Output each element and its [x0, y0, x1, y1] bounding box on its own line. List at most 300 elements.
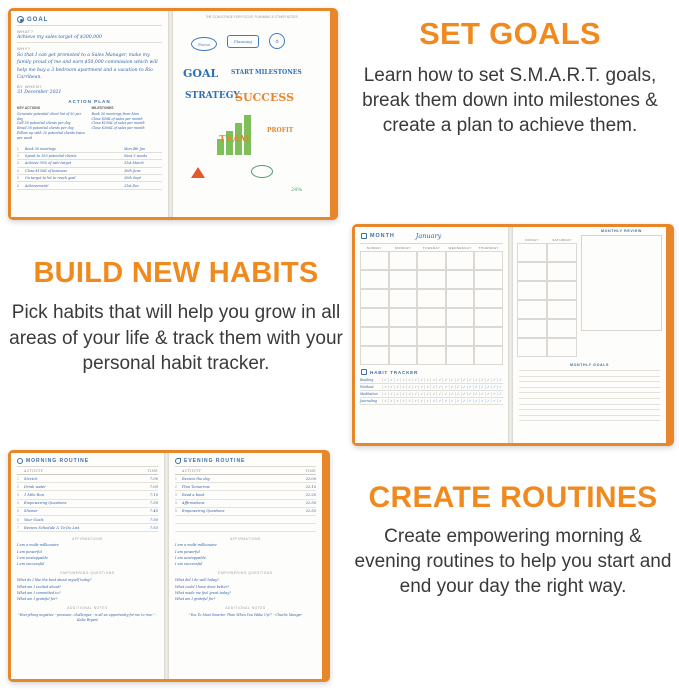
calendar-day-cell[interactable]: [389, 251, 418, 270]
divider: [17, 42, 162, 43]
build-habits-block: [8, 258, 344, 376]
calendar-day-cell[interactable]: [474, 270, 503, 289]
calendar-week-row: [517, 262, 577, 281]
col-number: [17, 469, 24, 473]
table-row: [175, 500, 316, 508]
habit-cell[interactable]: ✓: [400, 378, 406, 382]
goal-line[interactable]: [519, 370, 660, 371]
calendar-week-row: [360, 251, 503, 270]
calendar-day-cell[interactable]: [547, 338, 577, 357]
habit-name: Journaling: [360, 399, 377, 403]
monthly-goals-title: MONTHLY GOALS: [570, 363, 609, 367]
row-time: 7:55: [149, 525, 158, 530]
habit-cell[interactable]: ✓: [473, 399, 479, 403]
habit-cell[interactable]: ✓: [491, 385, 497, 389]
action-plan-title: ACTION PLAN: [68, 99, 111, 105]
habit-cell[interactable]: ✓: [479, 378, 485, 382]
table-row: [175, 475, 316, 483]
calendar-day-cell[interactable]: [417, 308, 446, 327]
doodle-bubble-focus: Focus: [191, 37, 217, 51]
month-value: January: [415, 232, 442, 240]
clock-icon: ⏱: [269, 33, 285, 49]
habit-cell[interactable]: ✓: [400, 385, 406, 389]
affirmation-item: I am a multi-millionaire: [175, 543, 217, 548]
row-task: On target to hit to reach goal: [25, 176, 76, 181]
habit-cell[interactable]: ✓: [412, 399, 418, 403]
affirmation-item: I am powerful: [175, 549, 200, 554]
table-row: [17, 182, 162, 189]
list-item: Call 50 potential clients per day: [17, 121, 71, 126]
habit-cell[interactable]: ✓: [406, 399, 412, 403]
habit-cell[interactable]: ✓: [442, 378, 448, 382]
calendar-day-cell[interactable]: [446, 289, 475, 308]
calendar-day-cell[interactable]: [474, 289, 503, 308]
calendar-day-cell[interactable]: [360, 251, 389, 270]
habit-cell[interactable]: ✓: [430, 385, 436, 389]
habit-cell[interactable]: ✓: [394, 399, 400, 403]
table-row: [17, 168, 162, 175]
habit-cells: [382, 399, 503, 403]
calendar-week-row: [360, 308, 503, 327]
table-row: [17, 491, 158, 499]
row-number: 2: [17, 484, 19, 489]
habit-cell[interactable]: ✓: [473, 385, 479, 389]
table-row: [17, 516, 158, 524]
calendar-day-cell[interactable]: [360, 346, 389, 365]
habit-cell[interactable]: ✓: [406, 392, 412, 396]
habit-cell[interactable]: ✓: [455, 378, 461, 382]
create-routines-headline: CREATE ROUTINES: [368, 481, 658, 514]
monthly-review-title: MONTHLY REVIEW: [601, 229, 642, 233]
habit-cell[interactable]: ✓: [479, 385, 485, 389]
habit-cell[interactable]: ✓: [406, 385, 412, 389]
question-item: What made me feel great today?: [175, 590, 231, 595]
set-goals-headline: SET GOALS: [419, 16, 601, 51]
row-number: 1: [17, 146, 19, 151]
row-time: 7:40: [149, 509, 158, 514]
morning-routine-page: [11, 453, 164, 679]
evening-routine-page: [169, 453, 322, 679]
calendar-day-cell[interactable]: [417, 346, 446, 365]
milestones-column: [92, 106, 163, 140]
goal-line[interactable]: [519, 381, 660, 382]
row-activity: Stretch: [24, 476, 38, 481]
build-habits-body: Pick habits that will help you grow in all areas of your life & track them with your personal habit tracker.: [9, 302, 343, 374]
row-number: 3: [17, 161, 19, 166]
evening-notes-title: ADDITIONAL NOTES: [225, 606, 266, 611]
affirmation-item: I am successful: [175, 562, 203, 567]
row-task: Speak to 150 potential clients: [25, 154, 77, 159]
calendar-day-cell[interactable]: [446, 270, 475, 289]
row-time: 7:10: [149, 492, 158, 497]
habit-cell[interactable]: ✓: [491, 392, 497, 396]
habit-cell[interactable]: ✓: [467, 392, 473, 396]
row-task: Close $150K of business: [25, 168, 68, 173]
row-number: 5: [17, 176, 19, 181]
doodle-percent: 24%: [291, 187, 303, 193]
calendar-day-cell[interactable]: [446, 308, 475, 327]
what-label: WHAT?: [17, 29, 34, 34]
list-item: Close $300K of sales per month: [91, 126, 145, 131]
habit-cell[interactable]: ✓: [436, 378, 442, 382]
calendar-day-cell[interactable]: [547, 300, 577, 319]
calendar-day-cell[interactable]: [389, 327, 418, 346]
habit-cell[interactable]: ✓: [485, 378, 491, 382]
doodle-word-start: START: [231, 69, 254, 76]
calendar-day-cell[interactable]: [360, 270, 389, 289]
habit-cell[interactable]: ✓: [455, 392, 461, 396]
calendar-day-cell[interactable]: [360, 308, 389, 327]
row-due: Next 3 weeks: [124, 154, 148, 159]
habit-cell[interactable]: ✓: [442, 399, 448, 403]
habit-tracker-title: HABIT TRACKER: [370, 369, 419, 375]
habit-cell[interactable]: ✓: [473, 392, 479, 396]
weekday-label: SATURDAY: [552, 238, 572, 242]
doodle-bubble-idea: [251, 165, 273, 178]
habit-cells: [382, 392, 503, 396]
calendar-day-cell[interactable]: [517, 319, 547, 338]
habit-cell[interactable]: ✓: [430, 392, 436, 396]
target-icon: [17, 16, 24, 23]
divider: [17, 466, 158, 467]
habit-cell[interactable]: ✓: [485, 392, 491, 396]
divider: [175, 466, 316, 467]
doodle-word-team: TEAM: [219, 135, 250, 145]
weekday-label: TUESDAY: [422, 246, 441, 250]
sun-icon: [17, 458, 23, 464]
evening-affirmations-title: AFFIRMATIONS: [230, 537, 261, 542]
habit-cell[interactable]: ✓: [436, 392, 442, 396]
evening-questions: [175, 578, 316, 601]
question-item: What do I like the best about myself today?: [17, 578, 92, 583]
habit-cell[interactable]: ✓: [424, 399, 430, 403]
habit-cell[interactable]: ✓: [394, 392, 400, 396]
habit-cell[interactable]: ✓: [430, 378, 436, 382]
morning-routine-title: MORNING ROUTINE: [26, 458, 90, 464]
table-row: [17, 524, 158, 532]
calendar-day-cell[interactable]: [389, 308, 418, 327]
month-page-left: [355, 227, 508, 443]
table-row: [17, 475, 158, 483]
calendar-week-row: [517, 300, 577, 319]
row-time: 7:30: [149, 501, 158, 506]
habit-cell[interactable]: ✓: [442, 392, 448, 396]
row-due: Mon 4th Jan: [124, 146, 146, 151]
key-actions-column: [17, 106, 88, 140]
row-due: 30th Sept: [124, 176, 141, 181]
col-activity: ACTIVITY: [182, 469, 202, 473]
habit-cell[interactable]: ✓: [388, 392, 394, 396]
row-number: 2: [17, 154, 19, 159]
monthly-goals-panel: [513, 363, 666, 421]
habit-cell[interactable]: ✓: [473, 378, 479, 382]
table-row: [360, 384, 503, 391]
habit-cell[interactable]: ✓: [461, 399, 467, 403]
row-number: 7: [17, 525, 19, 530]
calendar-week-row: [517, 338, 577, 357]
calendar-day-cell[interactable]: [547, 281, 577, 300]
row-activity: Plan Tomorrow: [182, 484, 210, 489]
why-label: WHY?: [17, 46, 31, 51]
habit-cell[interactable]: ✓: [467, 378, 473, 382]
calendar-day-cell[interactable]: [517, 243, 547, 262]
calendar-day-cell[interactable]: [360, 327, 389, 346]
habit-cell[interactable]: ✓: [382, 385, 388, 389]
calendar-day-cell[interactable]: [474, 346, 503, 365]
habit-cell[interactable]: ✓: [497, 385, 503, 389]
habit-cell[interactable]: ✓: [491, 378, 497, 382]
row-time: 22:20: [305, 492, 316, 497]
habit-cell[interactable]: ✓: [479, 399, 485, 403]
row-number: 2: [175, 484, 177, 489]
row-time: 22:55: [305, 509, 316, 514]
calendar-day-cell[interactable]: [417, 251, 446, 270]
goal-line[interactable]: [519, 398, 660, 399]
row-activity: 1 Mile Run: [24, 492, 45, 497]
affirmation-item: I am a multi-millionaire: [17, 543, 59, 548]
calendar-day-cell[interactable]: [547, 262, 577, 281]
habit-cell[interactable]: ✓: [461, 378, 467, 382]
calendar-day-cell[interactable]: [547, 319, 577, 338]
calendar-week-row: [360, 346, 503, 365]
list-item: Email 50 potential clients per day: [17, 126, 74, 131]
monthly-review-panel: [577, 227, 666, 357]
habit-tracker-header: [355, 365, 508, 377]
evening-affirmations: [175, 543, 316, 566]
doodle-bubble-planning: Planning: [227, 35, 259, 48]
habit-cell[interactable]: ✓: [418, 385, 424, 389]
weekday-label: WEDNESDAY: [448, 246, 472, 250]
what-value: Achieve my sales target of $300,000: [17, 35, 102, 40]
table-row[interactable]: [175, 516, 316, 524]
goal-line[interactable]: [519, 387, 660, 388]
row-activity: Drink water: [24, 484, 46, 489]
morning-routine-header: [11, 453, 164, 466]
habit-cell[interactable]: ✓: [491, 399, 497, 403]
table-row: [17, 508, 158, 516]
habit-cell[interactable]: ✓: [406, 378, 412, 382]
monthly-goals-lines[interactable]: [519, 370, 660, 421]
month-grid-right: [513, 227, 577, 357]
calendar-day-cell[interactable]: [360, 289, 389, 308]
calendar-week-row: [360, 289, 503, 308]
calendar-day-cell[interactable]: [446, 251, 475, 270]
weekday-label: FRIDAY: [525, 238, 539, 242]
calendar-day-cell[interactable]: [517, 300, 547, 319]
habit-cell[interactable]: ✓: [400, 399, 406, 403]
table-row: [175, 491, 316, 499]
month-header: [355, 227, 508, 243]
calendar-day-cell[interactable]: [474, 308, 503, 327]
habit-cell[interactable]: ✓: [461, 392, 467, 396]
habit-cell[interactable]: ✓: [449, 399, 455, 403]
doodle-caption: THE GOALS PAGE FOR FOCUS, PLANNING & OTHER NOTES: [205, 15, 298, 19]
habit-cell[interactable]: ✓: [418, 378, 424, 382]
calendar-day-cell[interactable]: [547, 243, 577, 262]
habit-cell[interactable]: ✓: [412, 385, 418, 389]
calendar-day-cell[interactable]: [517, 281, 547, 300]
habit-cell[interactable]: ✓: [442, 385, 448, 389]
habit-cell[interactable]: ✓: [412, 392, 418, 396]
goal-line[interactable]: [519, 376, 660, 377]
col-time: TIME: [147, 469, 158, 473]
row-number: 6: [17, 183, 19, 188]
habit-cell[interactable]: ✓: [455, 399, 461, 403]
col-time: TIME: [305, 469, 316, 473]
weekday-label: MONDAY: [395, 246, 411, 250]
create-routines-body: Create empowering morning & evening routines to help you start and end your day the right way.: [354, 525, 672, 597]
calendar-day-cell[interactable]: [474, 327, 503, 346]
goal-planner-spread: [8, 8, 338, 220]
row-time: 22:50: [305, 501, 316, 506]
goal-line[interactable]: [519, 409, 660, 410]
habit-cell[interactable]: ✓: [424, 378, 430, 382]
row-number: 5: [17, 509, 19, 514]
habit-cell[interactable]: ✓: [485, 385, 491, 389]
goal-line[interactable]: [519, 415, 660, 416]
goal-doodles: [173, 19, 330, 217]
row-activity: Affirmations: [182, 501, 205, 506]
habit-cell[interactable]: ✓: [436, 399, 442, 403]
habit-cell[interactable]: ✓: [467, 399, 473, 403]
question-item: What am I excited about?: [17, 584, 61, 589]
month-grid-left: [360, 246, 503, 365]
habit-cell[interactable]: ✓: [424, 392, 430, 396]
morning-notes-title: ADDITIONAL NOTES: [67, 606, 108, 611]
table-row[interactable]: [175, 524, 316, 532]
habit-cell[interactable]: ✓: [449, 385, 455, 389]
habit-cell[interactable]: ✓: [497, 399, 503, 403]
evening-questions-title: EMPOWERING QUESTIONS: [218, 571, 273, 576]
doodle-word-milestones: MILESTONES: [255, 69, 302, 76]
row-activity: Read a book: [182, 492, 205, 497]
row-activity: Empowering Questions: [182, 509, 225, 514]
calendar-day-cell[interactable]: [389, 346, 418, 365]
calendar-day-cell[interactable]: [446, 327, 475, 346]
bywhen-value: 31 December 2021: [17, 90, 62, 96]
table-row: [17, 145, 162, 152]
habit-cell[interactable]: ✓: [394, 385, 400, 389]
calendar-week-row: [517, 319, 577, 338]
habit-cell[interactable]: ✓: [455, 385, 461, 389]
row-task: Achievement!: [25, 183, 49, 188]
moon-icon: [175, 458, 181, 464]
morning-affirmations: [17, 543, 158, 566]
affirmation-item: I am unstoppable: [175, 556, 206, 561]
habit-cell[interactable]: ✓: [479, 392, 485, 396]
bywhen-label: BY WHEN?: [17, 84, 42, 90]
doodle-flag: [191, 167, 205, 178]
habit-cell[interactable]: ✓: [388, 399, 394, 403]
habit-cell[interactable]: ✓: [461, 385, 467, 389]
row-activity: Empowering Questions: [24, 501, 67, 506]
goal-line[interactable]: [519, 420, 660, 421]
list-item: Follow up with 20 potential clients twice per week: [17, 130, 85, 140]
milestones-header: MILESTONES: [91, 106, 114, 111]
calendar-day-cell[interactable]: [474, 251, 503, 270]
calendar-day-cell[interactable]: [446, 346, 475, 365]
month-page-right: [513, 227, 666, 443]
affirmation-item: I am powerful: [17, 549, 42, 554]
table-row: [360, 398, 503, 405]
affirmation-item: I am unstoppable: [17, 556, 48, 561]
row-number: 4: [175, 501, 177, 506]
list-item: Book 50 meetings from Mon: [91, 111, 140, 116]
question-item: What am I grateful for?: [175, 597, 216, 602]
affirmation-item: I am successful: [17, 562, 45, 567]
question-item: What am I committed to?: [17, 590, 61, 595]
habit-name: Meditation: [360, 392, 378, 396]
habit-cell[interactable]: ✓: [418, 399, 424, 403]
habit-cell[interactable]: ✓: [382, 392, 388, 396]
goal-task-table: [17, 145, 162, 189]
calendar-day-cell[interactable]: [417, 289, 446, 308]
calendar-day-cell[interactable]: [417, 270, 446, 289]
row-task: Book 50 meetings: [25, 146, 56, 151]
row-number: 3: [175, 492, 177, 497]
divider: [17, 25, 162, 26]
row-number: 4: [17, 501, 19, 506]
evening-routine-title: EVENING ROUTINE: [184, 458, 246, 464]
question-item: What am I grateful for?: [17, 597, 58, 602]
row-due: 31st March: [124, 161, 144, 166]
habit-cell[interactable]: ✓: [424, 385, 430, 389]
habit-cell[interactable]: ✓: [467, 385, 473, 389]
calendar-day-cell[interactable]: [517, 338, 547, 357]
habit-cell[interactable]: ✓: [388, 378, 394, 382]
habit-cell[interactable]: ✓: [449, 378, 455, 382]
habit-cell[interactable]: ✓: [418, 392, 424, 396]
calendar-day-cell[interactable]: [517, 262, 547, 281]
habit-cell[interactable]: ✓: [430, 399, 436, 403]
calendar-day-cell[interactable]: [389, 270, 418, 289]
list-item: Close $150K of sales per month: [91, 121, 145, 126]
habit-cell[interactable]: ✓: [497, 392, 503, 396]
row-number: 3: [17, 492, 19, 497]
habit-cells: [382, 378, 503, 382]
habit-cell[interactable]: ✓: [449, 392, 455, 396]
table-row: [360, 391, 503, 398]
routine-planner-spread: [8, 450, 330, 682]
calendar-day-cell[interactable]: [417, 327, 446, 346]
doodle-word-profit: PROFIT: [267, 127, 294, 134]
habit-cell[interactable]: ✓: [485, 399, 491, 403]
calendar-day-cell[interactable]: [389, 289, 418, 308]
table-row: [175, 483, 316, 491]
monthly-review-box[interactable]: [581, 235, 662, 331]
evening-note: "You To Most Smarter Than When You Wake Up?" - Charlie Munger: [189, 613, 302, 618]
habit-cell[interactable]: ✓: [388, 385, 394, 389]
habit-cell[interactable]: ✓: [497, 378, 503, 382]
habit-cells: [382, 385, 503, 389]
goal-header: [11, 11, 168, 25]
habit-tracker-grid: [360, 377, 503, 405]
row-activity: Your Goals: [24, 517, 44, 522]
habit-cell[interactable]: ✓: [382, 378, 388, 382]
goal-line[interactable]: [519, 392, 660, 393]
habit-cell[interactable]: ✓: [412, 378, 418, 382]
habit-cell[interactable]: ✓: [436, 385, 442, 389]
goal-title: GOAL: [27, 16, 49, 23]
habit-cell[interactable]: ✓: [394, 378, 400, 382]
goal-line[interactable]: [519, 404, 660, 405]
month-planner-spread: [352, 224, 674, 446]
row-time: 22:00: [305, 476, 316, 481]
habit-cell[interactable]: ✓: [400, 392, 406, 396]
calendar-week-row: [360, 270, 503, 289]
habit-cell[interactable]: ✓: [382, 399, 388, 403]
doodle-word-success: SUCCESS: [235, 91, 295, 104]
